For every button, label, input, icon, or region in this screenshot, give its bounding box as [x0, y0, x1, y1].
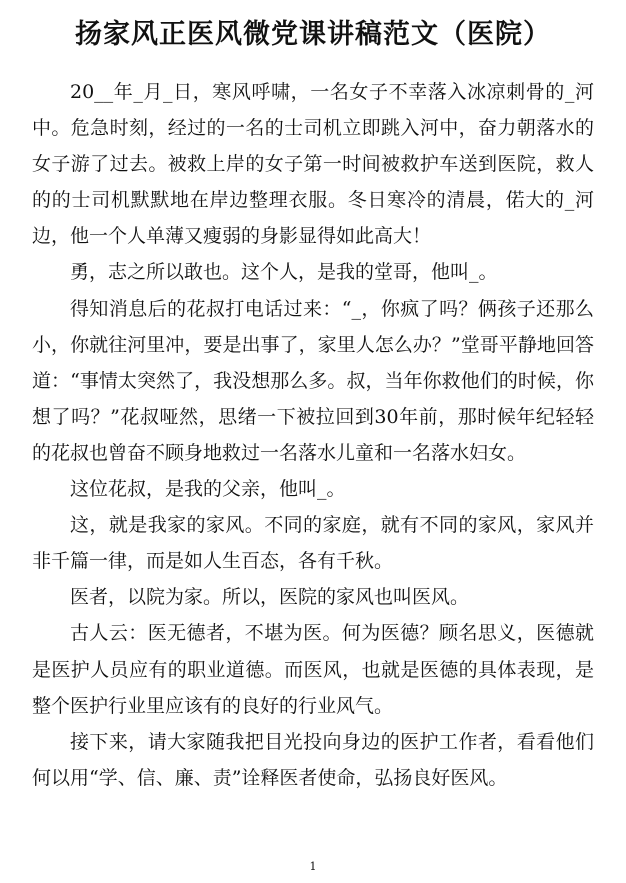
paragraph-8: 接下来，请大家随我把目光投向身边的医护工作者，看看他们何以用“学、信、廉、责”诠释医者使命，弘扬良好医风。 — [32, 730, 594, 789]
page-number: 1 — [309, 860, 317, 873]
paragraph-7: 古人云：医无德者，不堪为医。何为医德？顾名思义，医德就是医护人员应有的职业道德。而医风，也就是医德的具体表现，是整个医护行业里应该有的良好的行业风气。 — [32, 622, 594, 717]
paragraph-3: 得知消息后的花叔打电话过来：“_，你疯了吗？俩孩子还那么小，你就往河里冲，要是出事了，家里人怎么办？”堂哥平静地回答道：“事情太突然了，我没想那么多。叔，当年你救他们的时候，你想了吗？”花叔哑然，思绪一下被拉回到30年前，那时候年纪轻轻的花叔也曾奋不顾身地救过一名落水儿童和一名落水妇女。 — [32, 297, 594, 464]
paragraph-2: 勇，志之所以敢也。这个人，是我的堂哥，他叫_。 — [70, 261, 498, 284]
paragraph-6: 医者，以院为家。所以，医院的家风也叫医风。 — [70, 586, 470, 609]
document-body — [32, 74, 594, 796]
paragraph-4: 这位花叔，是我的父亲，他叫_。 — [70, 478, 346, 501]
paragraph-1: 20__年_月_日，寒风呼啸，一名女子不幸落入冰凉刺骨的_河中。危急时刻，经过的一名的士司机立即跳入河中，奋力朝落水的女子游了过去。被救上岸的女子第一时间被救护车送到医院，救人的的士司机默默地在岸边整理衣服。冬日寒冷的清晨，偌大的_河边，他一个人单薄又瘦弱的身影显得如此高大！ — [32, 81, 594, 248]
document-title: 扬家风正医风微党课讲稿范文（医院） — [75, 19, 551, 50]
paragraph-5: 这，就是我家的家风。不同的家庭，就有不同的家风，家风并非千篇一律，而是如人生百态，各有千秋。 — [32, 514, 594, 573]
